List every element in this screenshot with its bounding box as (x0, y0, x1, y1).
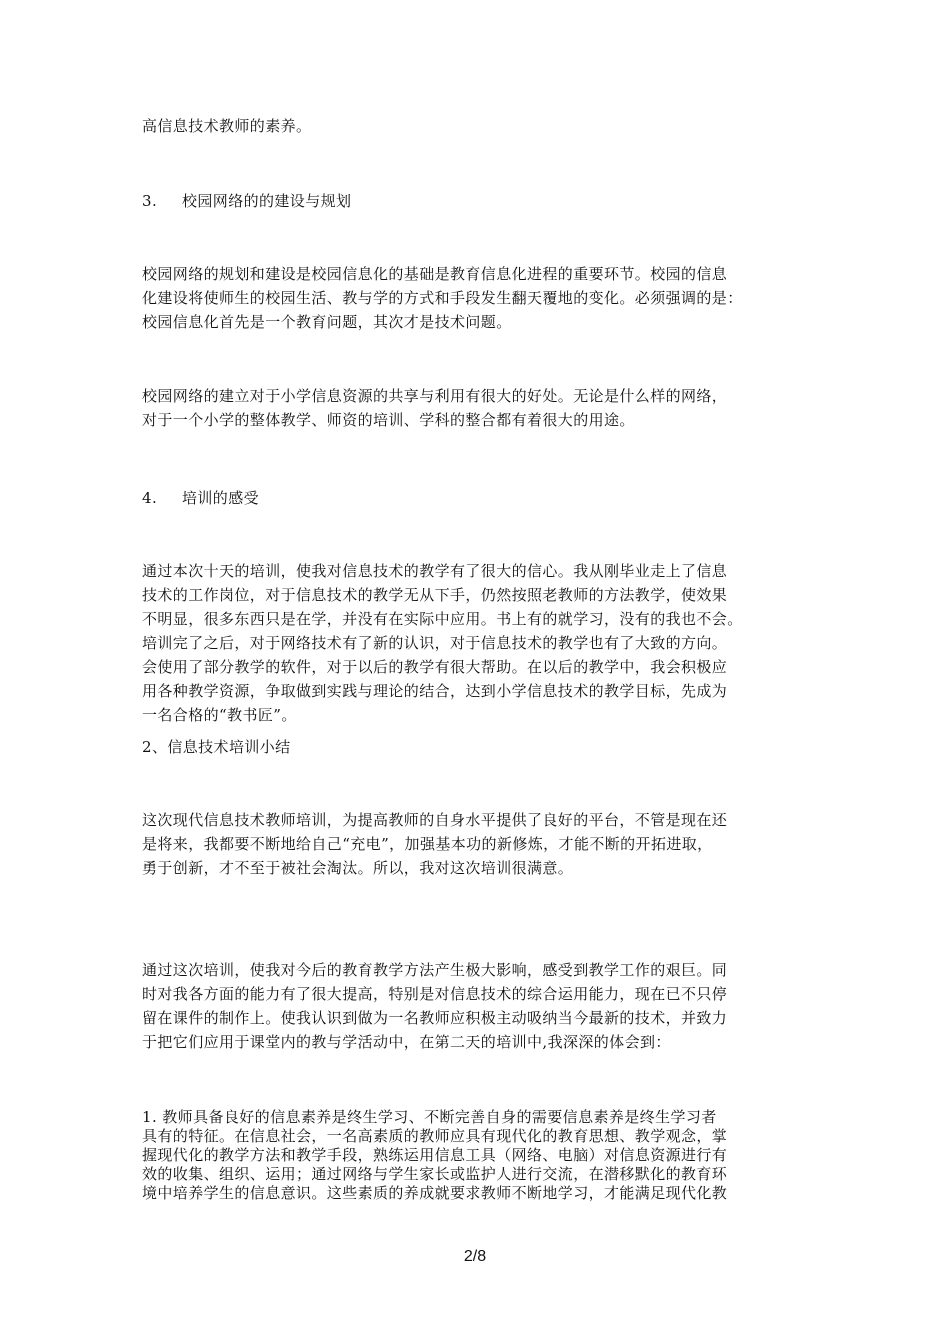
paragraph-information-literacy (142, 1108, 812, 1203)
heading-number: 4. (142, 489, 158, 507)
text-line: 会使用了部分教学的软件，对于以后的教学有很大帮助。在以后的教学中，我会积极应 (142, 658, 728, 676)
text-line: 对于一个小学的整体教学、师资的培训、学科的整合都有着很大的用途。 (142, 411, 635, 429)
text-line: 这次现代信息技术教师培训，为提高教师的自身水平提供了良好的平台，不管是现在还 (142, 811, 728, 829)
text-line: 培训完了之后，对于网络技术有了新的认识，对于信息技术的教学也有了大致的方向。 (142, 634, 728, 652)
text-line: 1. 教师具备良好的信息素养是终生学习、不断完善自身的需要信息素养是终生学习者 (142, 1108, 717, 1126)
section-heading-4 (142, 486, 812, 510)
section-heading-3 (142, 189, 812, 213)
text-line: 留在课件的制作上。使我认识到做为一名教师应积极主动吸纳当今最新的技术，并致力 (142, 1009, 728, 1027)
text-line: 时对我各方面的能力有了很大提高，特别是对信息技术的综合运用能力，现在已不只停 (142, 985, 728, 1003)
text-line: 一名合格的“教书匠”。 (142, 706, 297, 724)
text-line: 于把它们应用于课堂内的教与学活动中，在第二天的培训中,我深深的体会到： (142, 1033, 671, 1051)
paragraph-campus-network-planning (142, 262, 812, 334)
text-line: 化建设将使师生的校园生活、教与学的方式和手段发生翻天覆地的变化。必须强调的是： (142, 289, 743, 307)
text-line: 校园信息化首先是一个教育问题，其次才是技术问题。 (142, 313, 512, 331)
text-line: 是将来，我都要不断地给自己“充电”，加强基本功的新修炼，才能不断的开拓进取， (142, 835, 713, 853)
text-line: 通过本次十天的培训，使我对信息技术的教学有了很大的信心。我从刚毕业走上了信息 (142, 562, 728, 580)
text-line: 不明显，很多东西只是在学，并没有在实际中应用。书上有的就学习，没有的我也不会。 (142, 610, 743, 628)
text-line: 境中培养学生的信息意识。这些素质的养成就要求教师不断地学习，才能满足现代化教 (142, 1184, 728, 1202)
heading-text: 2、信息技术培训小结 (142, 738, 291, 756)
paragraph-training-summary (142, 808, 812, 880)
paragraph-continuation (142, 114, 812, 138)
paragraph-campus-network-benefits (142, 384, 812, 432)
text-line: 通过这次培训，使我对今后的教育教学方法产生极大影响，感受到教学工作的艰巨。同 (142, 961, 728, 979)
heading-text: 校园网络的的建设与规划 (182, 192, 352, 210)
text-line: 勇于创新，才不至于被社会淘汰。所以，我对这次培训很满意。 (142, 859, 574, 877)
text-line: 效的收集、组织、运用；通过网络与学生家长或监护人进行交流，在潜移默化的教育环 (142, 1165, 728, 1183)
text-line: 用各种教学资源，争取做到实践与理论的结合，达到小学信息技术的教学目标，先成为 (142, 682, 728, 700)
text-line: 校园网络的规划和建设是校园信息化的基础是教育信息化进程的重要环节。校园的信息 (142, 265, 728, 283)
text-line: 校园网络的建立对于小学信息资源的共享与利用有很大的好处。无论是什么样的网络， (142, 387, 728, 405)
text-line: 高信息技术教师的素养。 (142, 117, 312, 135)
paragraph-training-impact (142, 958, 812, 1054)
section-heading-summary (142, 735, 812, 759)
text-line: 握现代化的教学方法和教学手段，熟练运用信息工具（网络、电脑）对信息资源进行有 (142, 1146, 728, 1164)
text-line: 具有的特征。在信息社会，一名高素质的教师应具有现代化的教育思想、教学观念，掌 (142, 1127, 728, 1145)
paragraph-training-feelings (142, 559, 812, 727)
text-line: 技术的工作岗位，对于信息技术的教学无从下手，仍然按照老教师的方法教学，使效果 (142, 586, 728, 604)
heading-text: 培训的感受 (182, 489, 260, 507)
page-number: 2/8 (463, 1248, 487, 1265)
heading-number: 3. (142, 192, 158, 210)
